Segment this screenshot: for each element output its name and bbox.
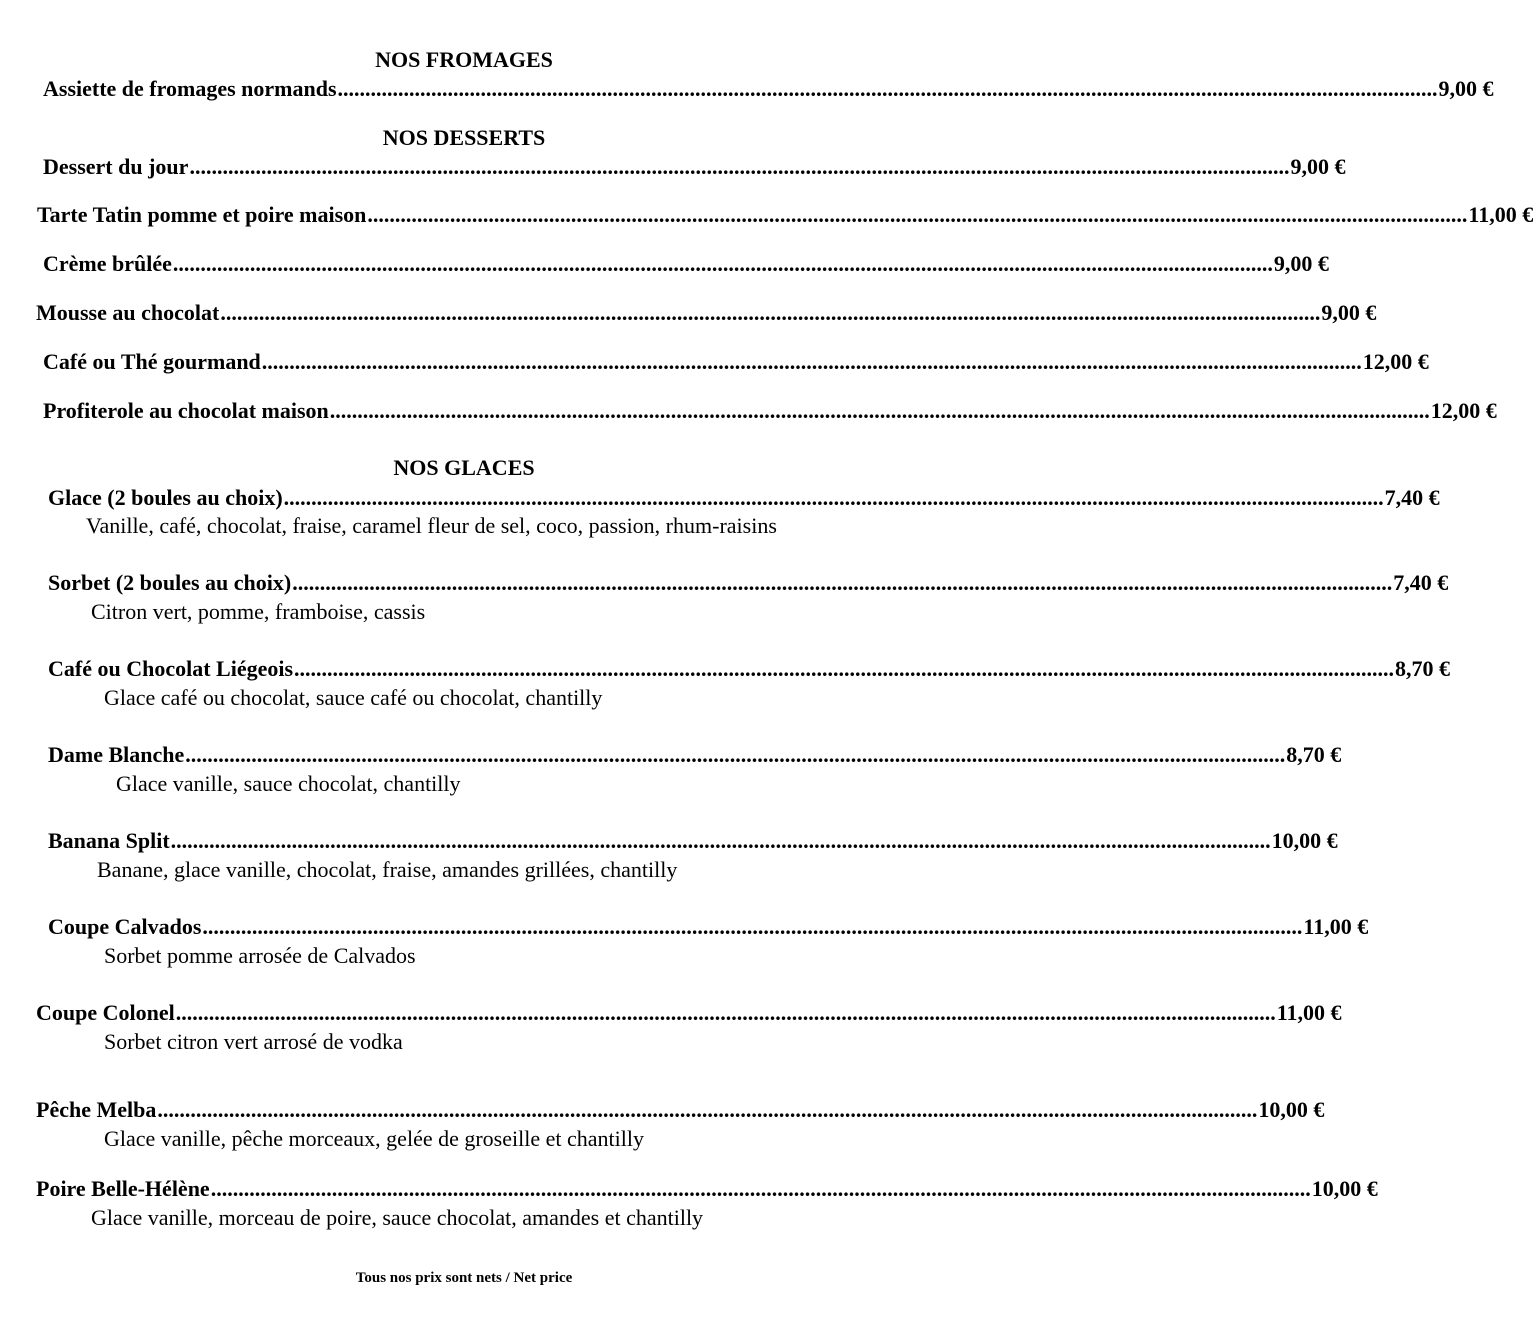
menu-item [48, 570, 1449, 596]
dot-leader: ........................................................................................................................................................................................................ [292, 570, 1393, 595]
item-name: Assiette de fromages normands [43, 76, 337, 101]
item-price: 10,00 € [1258, 1097, 1325, 1122]
dot-leader: ........................................................................................................................................................................................................ [185, 742, 1286, 767]
menu-item [36, 1176, 1378, 1202]
item-price: 8,70 € [1395, 656, 1451, 681]
dot-leader: ........................................................................................................................................................................................................ [294, 656, 1395, 681]
dot-leader: ........................................................................................................................................................................................................ [337, 76, 1438, 101]
section-title-fromages: NOS FROMAGES [375, 47, 553, 72]
menu-item [36, 1000, 1342, 1026]
menu-item [48, 914, 1369, 940]
item-price: 12,00 € [1430, 398, 1497, 423]
menu-item [48, 828, 1338, 854]
item-name: Profiterole au chocolat maison [43, 398, 329, 423]
menu-item [36, 300, 1377, 326]
menu-item [43, 251, 1329, 277]
item-price: 9,00 € [1273, 251, 1329, 276]
item-price: 7,40 € [1393, 570, 1449, 595]
item-name: Glace (2 boules au choix) [48, 485, 283, 510]
item-description: Glace vanille, morceau de poire, sauce chocolat, amandes et chantilly [91, 1205, 704, 1230]
item-price: 8,70 € [1286, 742, 1342, 767]
menu-item [48, 485, 1440, 511]
item-price: 10,00 € [1311, 1176, 1378, 1201]
item-name: Tarte Tatin pomme et poire maison [37, 202, 367, 227]
dot-leader: ........................................................................................................................................................................................................ [283, 485, 1384, 510]
dot-leader: ........................................................................................................................................................................................................ [157, 1097, 1258, 1122]
item-name: Poire Belle-Hélène [36, 1176, 210, 1201]
menu-item [48, 742, 1342, 768]
dot-leader: ........................................................................................................................................................................................................ [210, 1176, 1311, 1201]
menu-item [43, 76, 1494, 102]
item-price: 12,00 € [1362, 349, 1429, 374]
item-name: Mousse au chocolat [36, 300, 220, 325]
menu-item [37, 202, 1533, 228]
menu-item [43, 398, 1497, 424]
menu-item [43, 349, 1429, 375]
item-name: Dessert du jour [43, 154, 189, 179]
item-description: Sorbet citron vert arrosé de vodka [104, 1029, 403, 1054]
item-name: Crème brûlée [43, 251, 172, 276]
menu-item [36, 1097, 1325, 1123]
dot-leader: ........................................................................................................................................................................................................ [175, 1000, 1276, 1025]
item-name: Dame Blanche [48, 742, 185, 767]
item-description: Sorbet pomme arrosée de Calvados [104, 943, 416, 968]
item-name: Sorbet (2 boules au choix) [48, 570, 292, 595]
dot-leader: ........................................................................................................................................................................................................ [329, 398, 1430, 423]
item-price: 9,00 € [1438, 76, 1494, 101]
item-price: 11,00 € [1276, 1000, 1342, 1025]
item-price: 9,00 € [1321, 300, 1377, 325]
item-price: 7,40 € [1384, 485, 1440, 510]
item-price: 11,00 € [1468, 202, 1533, 227]
dot-leader: ........................................................................................................................................................................................................ [202, 914, 1303, 939]
menu-item [48, 656, 1451, 682]
item-price: 10,00 € [1271, 828, 1338, 853]
item-description: Banane, glace vanille, chocolat, fraise, amandes grillées, chantilly [97, 857, 678, 882]
dot-leader: ........................................................................................................................................................................................................ [367, 202, 1468, 227]
dot-leader: ........................................................................................................................................................................................................ [172, 251, 1273, 276]
item-description: Citron vert, pomme, framboise, cassis [91, 599, 426, 624]
item-name: Coupe Colonel [36, 1000, 175, 1025]
price-note: Tous nos prix sont nets / Net price [355, 1270, 573, 1286]
item-price: 11,00 € [1303, 914, 1369, 939]
item-name: Pêche Melba [36, 1097, 157, 1122]
item-description: Glace café ou chocolat, sauce café ou chocolat, chantilly [104, 685, 603, 710]
section-title-glaces: NOS GLACES [393, 455, 535, 480]
section-title-desserts: NOS DESSERTS [382, 125, 546, 150]
dot-leader: ........................................................................................................................................................................................................ [261, 349, 1362, 374]
dot-leader: ........................................................................................................................................................................................................ [170, 828, 1271, 853]
item-description: Glace vanille, sauce chocolat, chantilly [116, 771, 461, 796]
item-name: Banana Split [48, 828, 170, 853]
item-price: 9,00 € [1290, 154, 1346, 179]
item-description: Vanille, café, chocolat, fraise, caramel fleur de sel, coco, passion, rhum-raisins [86, 513, 777, 538]
dot-leader: ........................................................................................................................................................................................................ [189, 154, 1290, 179]
item-description: Glace vanille, pêche morceaux, gelée de groseille et chantilly [104, 1126, 644, 1151]
menu-item [43, 154, 1346, 180]
item-name: Coupe Calvados [48, 914, 202, 939]
dot-leader: ........................................................................................................................................................................................................ [220, 300, 1321, 325]
item-name: Café ou Thé gourmand [43, 349, 261, 374]
item-name: Café ou Chocolat Liégeois [48, 656, 294, 681]
